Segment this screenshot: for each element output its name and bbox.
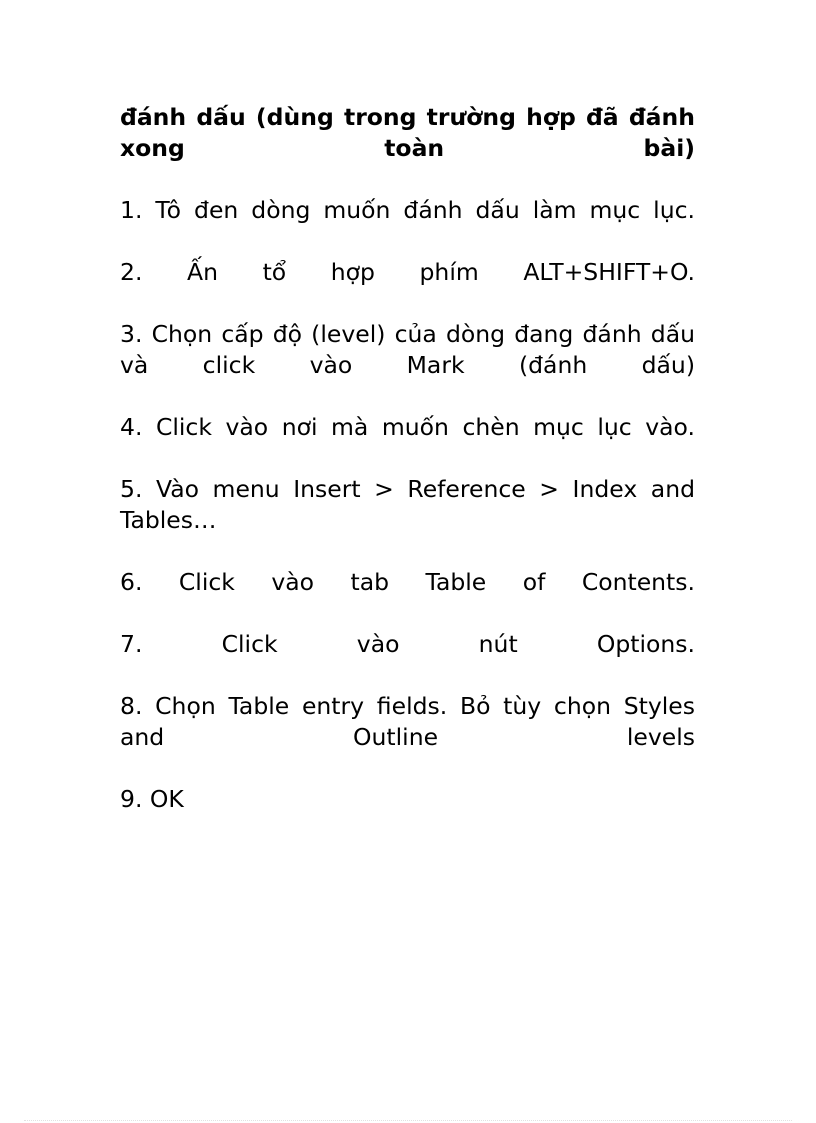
step-3: 3. Chọn cấp độ (level) của dòng đang đánh dấu và click vào Mark (đánh dấu) xyxy=(120,320,695,379)
page-bottom-divider xyxy=(24,1120,792,1121)
step-5: 5. Vào menu Insert > Reference > Index and Tables… xyxy=(120,475,695,534)
step-6: 6. Click vào tab Table of Contents. xyxy=(120,568,695,596)
step-9: 9. OK xyxy=(120,785,184,813)
step-4: 4. Click vào nơi mà muốn chèn mục lục vào. xyxy=(120,413,695,441)
step-7: 7. Click vào nút Options. xyxy=(120,630,695,658)
document-page xyxy=(120,102,695,846)
section-heading: đánh dấu (dùng trong trường hợp đã đánh xong toàn bài) xyxy=(120,103,695,162)
step-8: 8. Chọn Table entry fields. Bỏ tùy chọn Styles and Outline levels xyxy=(120,692,695,751)
step-1: 1. Tô đen dòng muốn đánh dấu làm mục lục. xyxy=(120,196,695,224)
step-2: 2. Ấn tổ hợp phím ALT+SHIFT+O. xyxy=(120,258,695,286)
